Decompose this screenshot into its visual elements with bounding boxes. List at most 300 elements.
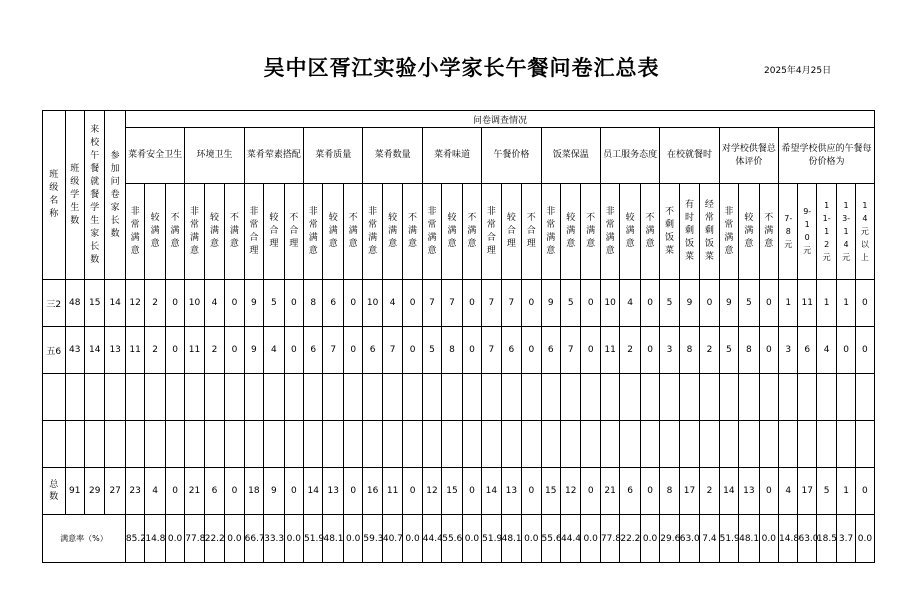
- data-cell: 14: [84, 327, 104, 374]
- data-cell: 0: [284, 327, 303, 374]
- total-cell: 0: [343, 468, 362, 515]
- empty-cell: [264, 421, 284, 468]
- data-cell: 8: [739, 327, 759, 374]
- option-header: 不剩饭菜: [660, 184, 679, 280]
- data-cell: 1: [816, 280, 836, 327]
- rate-cell: 55.6: [442, 515, 462, 563]
- group-header: 菜肴荤素搭配: [244, 128, 303, 184]
- group-header: 员工服务态度: [600, 128, 659, 184]
- rate-row: [43, 515, 875, 563]
- option-header: 经常剩饭菜: [700, 184, 719, 280]
- option-header: 不满意: [403, 184, 422, 280]
- data-cell: 0: [462, 280, 481, 327]
- data-cell: 0: [403, 327, 422, 374]
- group-header: 对学校供餐总体评价: [719, 128, 778, 184]
- option-header: 非常满意: [363, 184, 382, 280]
- total-cell: 91: [65, 468, 84, 515]
- rate-cell: 51.9: [719, 515, 738, 563]
- empty-cell: [382, 421, 402, 468]
- empty-cell: [43, 374, 66, 421]
- empty-cell: [816, 374, 836, 421]
- data-cell: 6: [501, 327, 521, 374]
- total-cell: 0: [284, 468, 303, 515]
- rate-cell: 0.0: [640, 515, 659, 563]
- data-cell: 3: [660, 327, 679, 374]
- group-header: 菜肴安全卫生: [125, 128, 184, 184]
- total-cell: 0: [165, 468, 184, 515]
- empty-cell: [779, 421, 798, 468]
- option-header: 较满意: [145, 184, 165, 280]
- data-cell: 8: [442, 327, 462, 374]
- empty-cell: [739, 421, 759, 468]
- rate-cell: 22.2: [620, 515, 640, 563]
- data-cell: 0: [855, 280, 874, 327]
- option-header: 较满意: [560, 184, 580, 280]
- empty-cell: [225, 374, 244, 421]
- total-cell: 6: [620, 468, 640, 515]
- rate-cell: 0.0: [855, 515, 874, 563]
- rate-label: 满意率（%）: [43, 515, 126, 563]
- data-cell: 7: [482, 280, 501, 327]
- option-header: 不合理: [284, 184, 303, 280]
- data-cell: 0: [403, 280, 422, 327]
- class-name-cell: 五6: [43, 327, 66, 374]
- empty-cell: [779, 374, 798, 421]
- empty-cell: [125, 374, 144, 421]
- total-cell: 14: [304, 468, 323, 515]
- empty-cell: [264, 374, 284, 421]
- data-cell: 0: [700, 280, 719, 327]
- data-cell: 0: [462, 327, 481, 374]
- empty-cell: [65, 374, 84, 421]
- option-header: 不满意: [581, 184, 600, 280]
- empty-cell: [581, 374, 600, 421]
- total-cell: 0: [403, 468, 422, 515]
- empty-cell: [522, 374, 541, 421]
- empty-cell: [640, 421, 659, 468]
- data-cell: 2: [204, 327, 224, 374]
- data-cell: 6: [363, 327, 382, 374]
- rate-cell: 48.1: [323, 515, 343, 563]
- total-cell: 17: [679, 468, 699, 515]
- option-header: 非常满意: [719, 184, 738, 280]
- empty-cell: [244, 421, 263, 468]
- rate-cell: 3.7: [837, 515, 855, 563]
- option-header: 非常合理: [244, 184, 263, 280]
- data-cell: 6: [323, 280, 343, 327]
- data-cell: 0: [343, 280, 362, 327]
- empty-cell: [145, 374, 165, 421]
- total-cell: 12: [560, 468, 580, 515]
- data-cell: 0: [165, 280, 184, 327]
- data-cell: 0: [165, 327, 184, 374]
- data-cell: 9: [719, 280, 738, 327]
- empty-cell: [323, 421, 343, 468]
- option-header: 非常合理: [482, 184, 501, 280]
- rate-cell: 63.0: [798, 515, 816, 563]
- group-header: 菜肴数量: [363, 128, 422, 184]
- empty-cell: [600, 421, 619, 468]
- data-cell: 9: [541, 280, 560, 327]
- data-cell: 0: [837, 327, 855, 374]
- rate-cell: 44.4: [560, 515, 580, 563]
- total-label: 总数: [43, 468, 66, 515]
- empty-cell: [501, 421, 521, 468]
- rate-cell: 85.2: [125, 515, 144, 563]
- empty-cell: [482, 421, 501, 468]
- rate-cell: 0.0: [462, 515, 481, 563]
- rate-cell: 18.5: [816, 515, 836, 563]
- rate-cell: 40.7: [382, 515, 402, 563]
- data-cell: 7: [382, 327, 402, 374]
- empty-cell: [816, 421, 836, 468]
- empty-cell: [422, 374, 441, 421]
- group-header: 饭菜保温: [541, 128, 600, 184]
- data-cell: 6: [541, 327, 560, 374]
- header-class-name: 班级名称: [43, 111, 66, 280]
- rate-cell: 0.0: [284, 515, 303, 563]
- data-cell: 2: [145, 327, 165, 374]
- option-header: 不满意: [640, 184, 659, 280]
- data-cell: 4: [204, 280, 224, 327]
- total-cell: 21: [185, 468, 204, 515]
- table-row: [43, 280, 875, 327]
- empty-cell: [640, 374, 659, 421]
- empty-cell: [304, 421, 323, 468]
- empty-cell: [600, 374, 619, 421]
- data-cell: 0: [640, 327, 659, 374]
- data-cell: 0: [640, 280, 659, 327]
- total-cell: 0: [225, 468, 244, 515]
- empty-cell: [759, 374, 778, 421]
- data-cell: 9: [244, 327, 263, 374]
- total-cell: 13: [501, 468, 521, 515]
- total-cell: 14: [719, 468, 738, 515]
- option-header: 有时剩饭菜: [679, 184, 699, 280]
- option-header: 较满意: [442, 184, 462, 280]
- empty-cell: [105, 421, 125, 468]
- empty-cell: [855, 421, 874, 468]
- option-header: 不满意: [759, 184, 778, 280]
- total-cell: 11: [382, 468, 402, 515]
- option-header: 较满意: [204, 184, 224, 280]
- data-cell: 9: [679, 280, 699, 327]
- data-cell: 5: [739, 280, 759, 327]
- data-cell: 5: [660, 280, 679, 327]
- empty-cell: [165, 421, 184, 468]
- data-cell: 2: [620, 327, 640, 374]
- data-cell: 15: [84, 280, 104, 327]
- rate-cell: 51.9: [482, 515, 501, 563]
- data-cell: 0: [522, 280, 541, 327]
- empty-cell: [185, 421, 204, 468]
- data-cell: 3: [779, 327, 798, 374]
- total-cell: 21: [600, 468, 619, 515]
- empty-cell: [660, 374, 679, 421]
- total-cell: 0: [522, 468, 541, 515]
- data-cell: 9: [244, 280, 263, 327]
- empty-cell: [343, 374, 362, 421]
- data-cell: 8: [304, 280, 323, 327]
- data-cell: 13: [105, 327, 125, 374]
- option-header: 不满意: [225, 184, 244, 280]
- header-participants: 参加问卷家长数: [105, 111, 125, 280]
- data-cell: 11: [125, 327, 144, 374]
- rate-cell: 0.0: [225, 515, 244, 563]
- empty-cell: [225, 421, 244, 468]
- data-cell: 43: [65, 327, 84, 374]
- header-class-students: 班级学生数: [65, 111, 84, 280]
- header-survey: 问卷调查情况: [125, 111, 874, 128]
- rate-cell: 77.8: [185, 515, 204, 563]
- header-lunch-parents: 来校午餐就餐学生家长数: [84, 111, 104, 280]
- data-cell: 0: [855, 327, 874, 374]
- data-cell: 6: [798, 327, 816, 374]
- data-cell: 0: [522, 327, 541, 374]
- empty-cell: [679, 421, 699, 468]
- empty-cell: [165, 374, 184, 421]
- option-header: 11-12元: [816, 184, 836, 280]
- empty-cell: [145, 421, 165, 468]
- empty-cell: [482, 374, 501, 421]
- page-title: 吴中区胥江实验小学家长午餐问卷汇总表: [263, 55, 660, 80]
- empty-cell: [719, 374, 738, 421]
- option-header: 较合理: [501, 184, 521, 280]
- data-cell: 10: [363, 280, 382, 327]
- total-cell: 0: [759, 468, 778, 515]
- total-cell: 15: [442, 468, 462, 515]
- data-cell: 11: [185, 327, 204, 374]
- data-cell: 0: [759, 327, 778, 374]
- data-cell: 7: [422, 280, 441, 327]
- rate-cell: 22.2: [204, 515, 224, 563]
- total-cell: 6: [204, 468, 224, 515]
- data-cell: 1: [837, 280, 855, 327]
- total-cell: 0: [462, 468, 481, 515]
- data-cell: 11: [600, 327, 619, 374]
- empty-cell: [125, 421, 144, 468]
- data-cell: 0: [581, 327, 600, 374]
- empty-cell: [581, 421, 600, 468]
- empty-cell: [343, 421, 362, 468]
- rate-cell: 48.1: [501, 515, 521, 563]
- total-cell: 9: [264, 468, 284, 515]
- empty-cell: [204, 421, 224, 468]
- option-header: 较合理: [264, 184, 284, 280]
- empty-cell: [620, 421, 640, 468]
- total-cell: 5: [816, 468, 836, 515]
- total-cell: 4: [779, 468, 798, 515]
- empty-cell: [204, 374, 224, 421]
- option-header: 非常满意: [541, 184, 560, 280]
- total-cell: 1: [837, 468, 855, 515]
- total-row: [43, 468, 875, 515]
- empty-cell: [700, 421, 719, 468]
- rate-cell: 7.4: [700, 515, 719, 563]
- data-cell: 48: [65, 280, 84, 327]
- total-cell: 15: [541, 468, 560, 515]
- table-row: [43, 327, 875, 374]
- total-cell: 8: [660, 468, 679, 515]
- option-header: 非常满意: [304, 184, 323, 280]
- total-cell: 13: [323, 468, 343, 515]
- option-header: 较满意: [620, 184, 640, 280]
- rate-cell: 55.6: [541, 515, 560, 563]
- empty-cell: [382, 374, 402, 421]
- rate-cell: 14.8: [145, 515, 165, 563]
- data-cell: 7: [323, 327, 343, 374]
- data-cell: 2: [700, 327, 719, 374]
- total-cell: 27: [105, 468, 125, 515]
- total-cell: 23: [125, 468, 144, 515]
- total-cell: 18: [244, 468, 263, 515]
- data-cell: 0: [343, 327, 362, 374]
- option-header: 不满意: [343, 184, 362, 280]
- empty-cell: [304, 374, 323, 421]
- total-cell: 0: [640, 468, 659, 515]
- empty-cell: [403, 374, 422, 421]
- total-cell: 12: [422, 468, 441, 515]
- data-cell: 0: [225, 327, 244, 374]
- data-cell: 5: [560, 280, 580, 327]
- empty-cell: [855, 374, 874, 421]
- option-header: 非常满意: [422, 184, 441, 280]
- total-cell: 29: [84, 468, 104, 515]
- data-cell: 0: [225, 280, 244, 327]
- empty-cell: [244, 374, 263, 421]
- empty-cell: [43, 421, 66, 468]
- option-header: 不满意: [165, 184, 184, 280]
- empty-cell: [719, 421, 738, 468]
- total-cell: 2: [700, 468, 719, 515]
- rate-cell: 0.0: [343, 515, 362, 563]
- empty-cell: [105, 374, 125, 421]
- data-cell: 0: [284, 280, 303, 327]
- option-header: 7-8元: [779, 184, 798, 280]
- option-header: 非常满意: [185, 184, 204, 280]
- rate-cell: 0.0: [581, 515, 600, 563]
- rate-cell: 0.0: [403, 515, 422, 563]
- empty-cell: [363, 421, 382, 468]
- empty-cell: [323, 374, 343, 421]
- group-header: 菜肴味道: [422, 128, 481, 184]
- data-cell: 4: [382, 280, 402, 327]
- rate-cell: 66.7: [244, 515, 263, 563]
- empty-cell: [837, 421, 855, 468]
- rate-cell: 0.0: [165, 515, 184, 563]
- empty-cell: [541, 421, 560, 468]
- rate-cell: 0.0: [522, 515, 541, 563]
- empty-cell: [798, 421, 816, 468]
- data-cell: 14: [105, 280, 125, 327]
- empty-cell: [462, 374, 481, 421]
- group-header: 希望学校供应的午餐每份价格为: [779, 128, 875, 184]
- rate-cell: 33.3: [264, 515, 284, 563]
- option-header: 较满意: [739, 184, 759, 280]
- total-cell: 0: [855, 468, 874, 515]
- empty-cell: [700, 374, 719, 421]
- data-cell: 10: [185, 280, 204, 327]
- data-cell: 2: [145, 280, 165, 327]
- empty-cell: [798, 374, 816, 421]
- empty-cell: [442, 421, 462, 468]
- data-cell: 7: [501, 280, 521, 327]
- total-cell: 4: [145, 468, 165, 515]
- option-header: 非常满意: [125, 184, 144, 280]
- data-cell: 4: [816, 327, 836, 374]
- data-cell: 0: [759, 280, 778, 327]
- empty-cell: [422, 421, 441, 468]
- option-header: 9-10元: [798, 184, 816, 280]
- empty-cell: [284, 421, 303, 468]
- header-row-1: [43, 111, 875, 128]
- empty-cell: [185, 374, 204, 421]
- group-header: 在校就餐时: [660, 128, 719, 184]
- data-cell: 5: [719, 327, 738, 374]
- empty-cell: [501, 374, 521, 421]
- data-cell: 12: [125, 280, 144, 327]
- empty-cell: [403, 421, 422, 468]
- empty-cell: [522, 421, 541, 468]
- option-header: 非常满意: [600, 184, 619, 280]
- empty-cell: [660, 421, 679, 468]
- group-header: 环境卫生: [185, 128, 244, 184]
- group-header: 午餐价格: [482, 128, 541, 184]
- rate-cell: 63.0: [679, 515, 699, 563]
- data-cell: 1: [779, 280, 798, 327]
- empty-cell: [541, 374, 560, 421]
- data-cell: 5: [422, 327, 441, 374]
- empty-cell: [84, 421, 104, 468]
- summary-table: [42, 110, 875, 563]
- option-header: 不满意: [462, 184, 481, 280]
- data-cell: 5: [264, 280, 284, 327]
- rate-cell: 59.3: [363, 515, 382, 563]
- data-cell: 0: [581, 280, 600, 327]
- header-row-options: [43, 184, 875, 280]
- data-cell: 7: [560, 327, 580, 374]
- total-cell: 14: [482, 468, 501, 515]
- empty-cell: [679, 374, 699, 421]
- empty-cell: [620, 374, 640, 421]
- rate-cell: 48.1: [739, 515, 759, 563]
- empty-cell: [462, 421, 481, 468]
- data-cell: 4: [620, 280, 640, 327]
- empty-cell: [442, 374, 462, 421]
- total-cell: 0: [581, 468, 600, 515]
- empty-cell: [284, 374, 303, 421]
- group-header: 菜肴质量: [304, 128, 363, 184]
- total-cell: 17: [798, 468, 816, 515]
- empty-row: [43, 374, 875, 421]
- option-header: 不合理: [522, 184, 541, 280]
- data-cell: 11: [798, 280, 816, 327]
- class-name-cell: 三2: [43, 280, 66, 327]
- empty-cell: [837, 374, 855, 421]
- data-cell: 4: [264, 327, 284, 374]
- empty-cell: [84, 374, 104, 421]
- empty-cell: [560, 421, 580, 468]
- total-cell: 13: [739, 468, 759, 515]
- rate-cell: 0.0: [759, 515, 778, 563]
- data-cell: 10: [600, 280, 619, 327]
- data-cell: 8: [679, 327, 699, 374]
- empty-cell: [363, 374, 382, 421]
- data-cell: 6: [304, 327, 323, 374]
- empty-row: [43, 421, 875, 468]
- empty-cell: [560, 374, 580, 421]
- rate-cell: 77.8: [600, 515, 619, 563]
